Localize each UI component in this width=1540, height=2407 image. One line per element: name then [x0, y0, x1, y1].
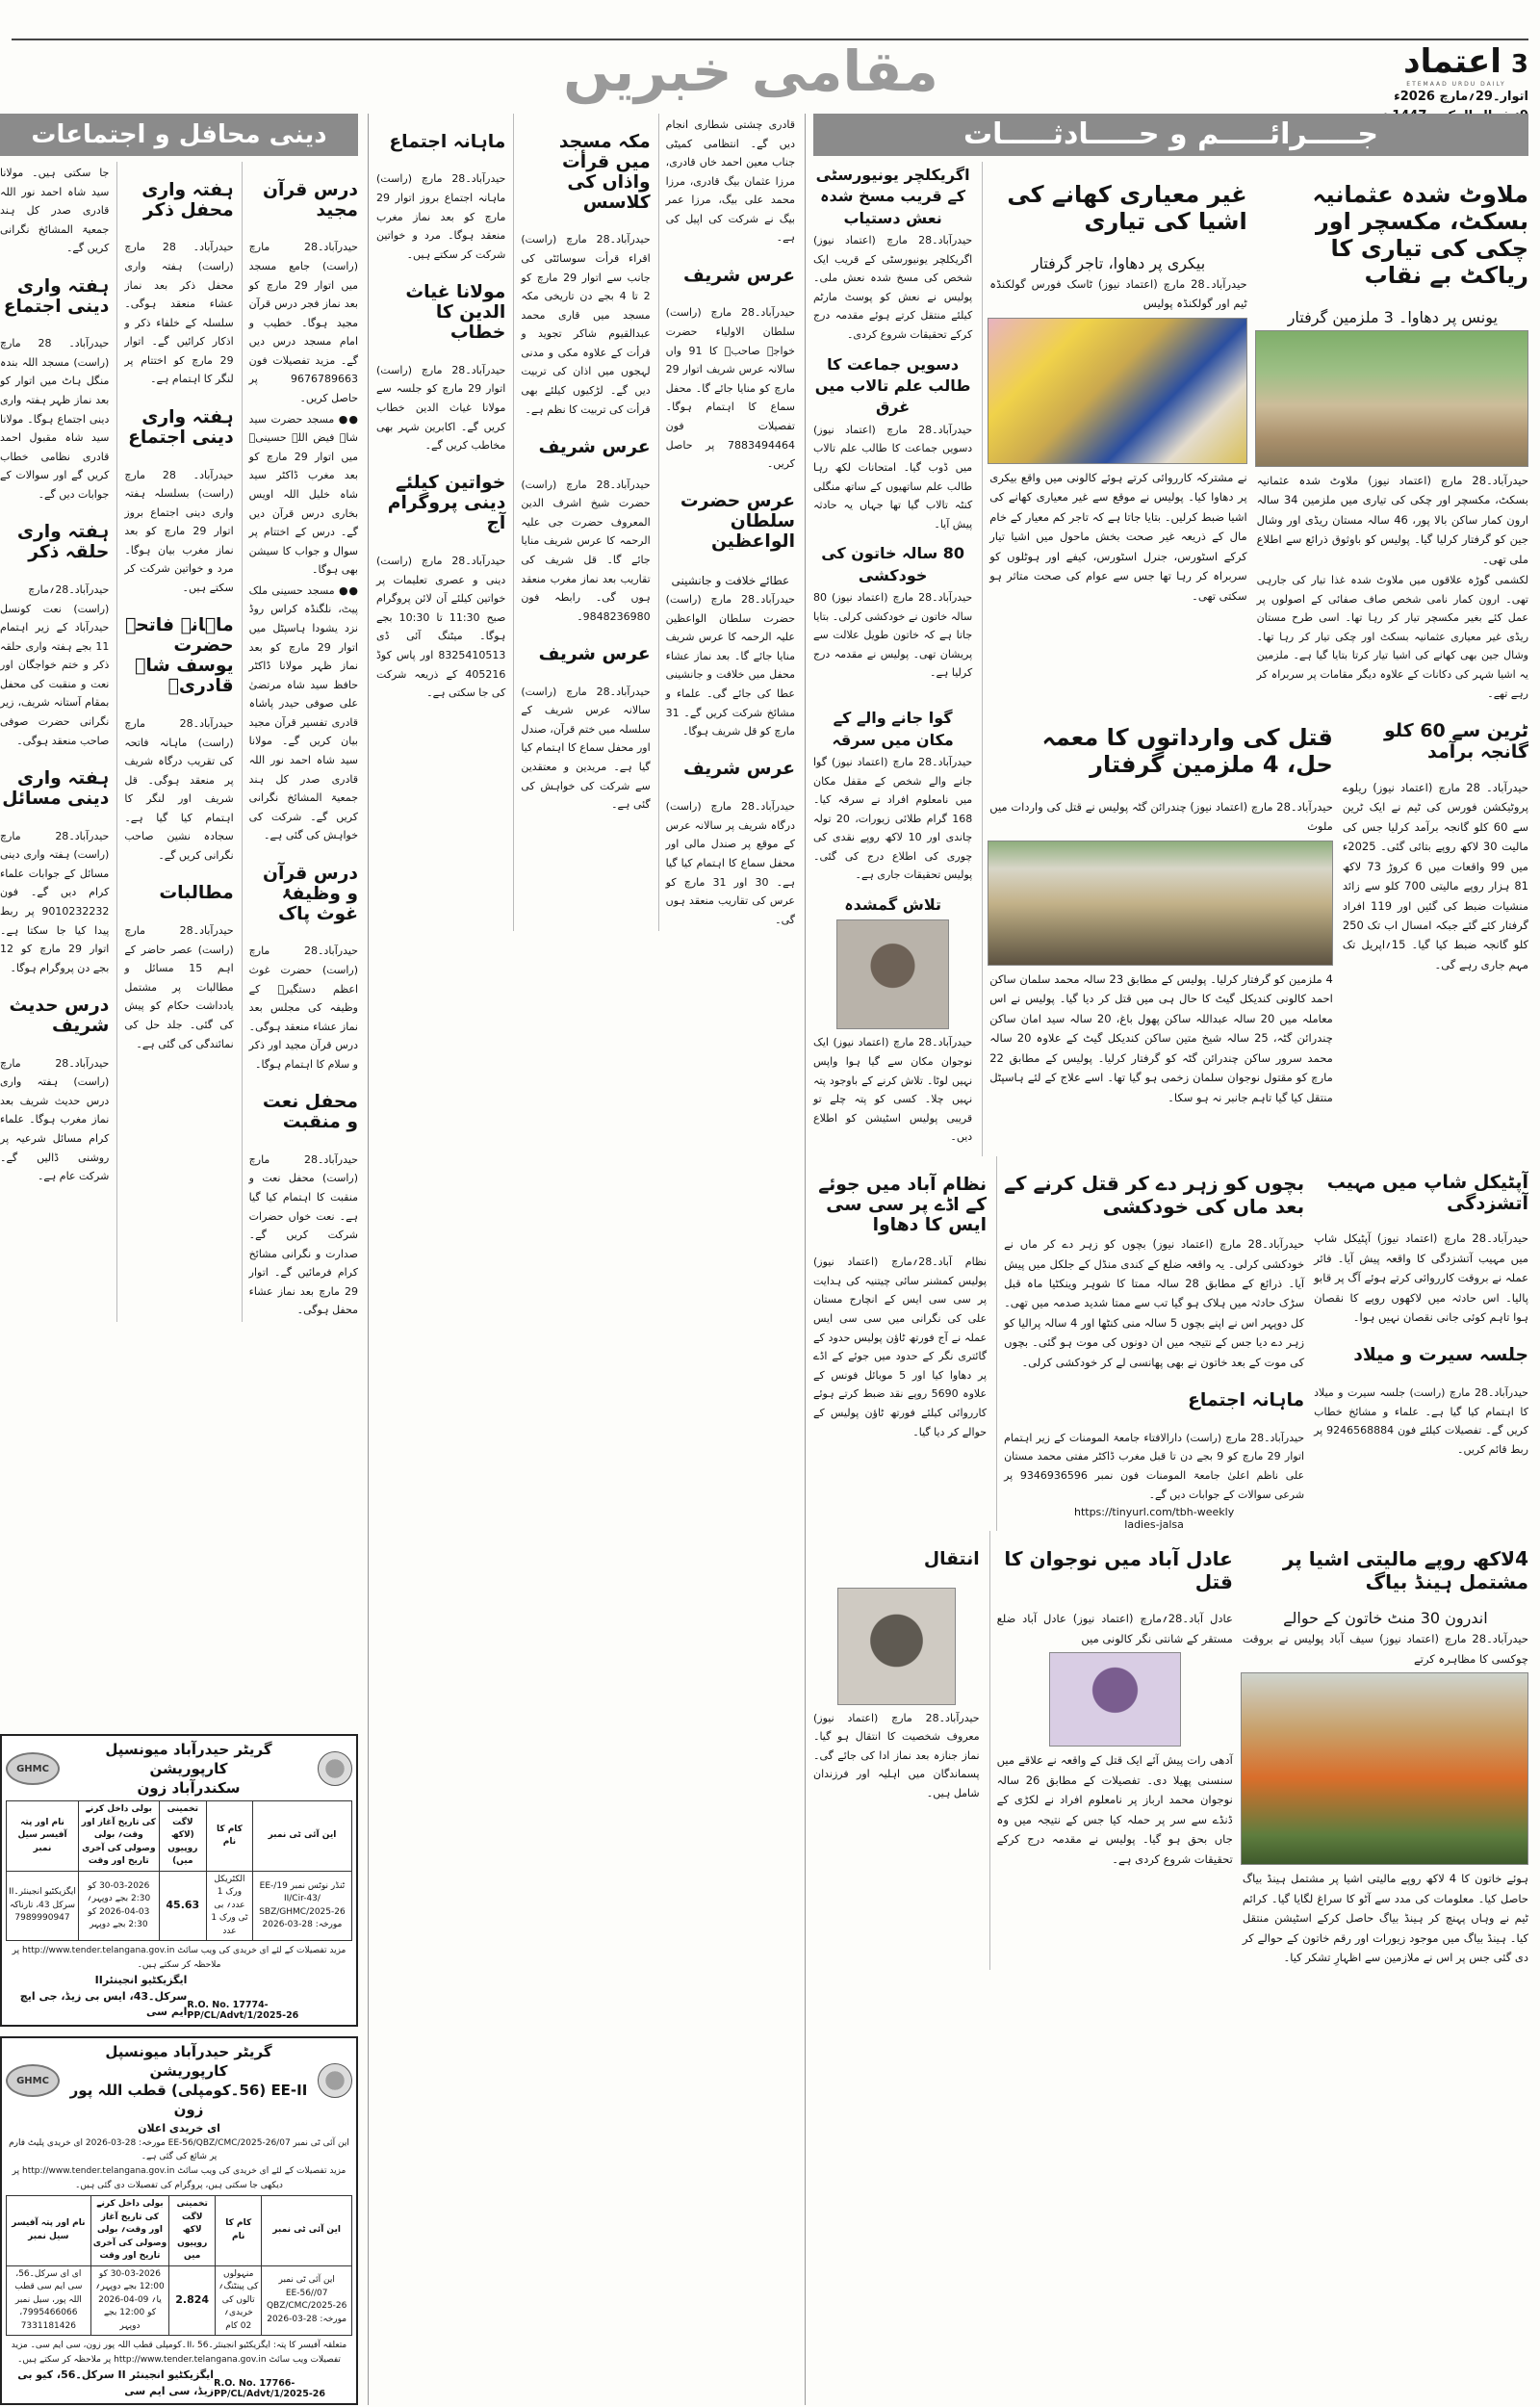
article-body: آدھی رات پیش آئے ایک قتل کے واقعہ نے علاقے میں سنسنی پھیلا دی۔ تفصیلات کے مطابق 26 سالہ نوجوان محمد ارباز پر نامعلوم افراد نے لکڑی کے ڈنڈے سے سر پر حملہ کیا جس کے نتیجہ میں وہ جاں بحق ہو گیا۔ پولیس نے مقدمہ درج کرکے تحقیقات شروع کردی ہے۔ [996, 1753, 1233, 1866]
article-body: نے مشترکہ کارروائی کرتے ہوئے کالونی میں واقع بیکری پر دھاوا کیا۔ پولیس نے موقع سے غیر معیاری کھانے کی اشیا ضبط کرلیں۔ بتایا جاتا ہے کہ تاجر کم معیار کے خام مال کے ذریعہ غیر صحت بخش ماحول میں اشیا تیار کرکے اسٹورس، جنرل اسٹورس، کیفے اور ہوٹلوں کو سربراہ کر رہا تھا جس سے عوام کی صحت متاثر ہو سکتی تھی۔ [989, 470, 1247, 603]
byline: عادل آباد۔28؍مارچ (اعتماد نیوز) عادل آباد ضلع مستقر کے شانتی نگر کالونی میں [996, 1612, 1233, 1645]
article-body: حیدرآباد۔28 مارچ (راست) دینی و عصری تعلیمات پر خواتین کیلئے آن لائن پروگرام صبح 11:30 تا 10:30 بجے ہوگا۔ میٹنگ آئی ڈی 8325410513 اور پاس کوڈ 405216 کے ذریعہ شرکت کی جا سکتی ہے۔ [376, 555, 506, 700]
article-body: حیدرآباد۔28 مارچ (اعتماد نیوز) ملاوٹ شدہ عثمانیہ بسکٹ، مکسچر اور چکی کی تیاری میں ملزمین 34 سالہ ارون کمار ساکن بالا پور، 46 سالہ مستان ریڈی اور وشال جین کو گرفتار کرلیا گیا۔ پولیس کو باوثوق ذرائع سے اطلاع ملی تھی۔ [1256, 473, 1528, 566]
article-mother-poisoning [996, 1156, 1304, 1531]
table-row [7, 1871, 352, 1941]
col-header: نام اور پتہ آفیسر سیل نمبر [7, 2196, 91, 2266]
article-body: حیدرآباد۔28 مارچ (راست) درگاہ شریف پر سالانہ عرس کے موقع پر صندل مالی اور محفل سماع کا اہتمام کیا گیا ہے۔ 30 اور 31 مارچ کو عرس کی تقاریب منعقد ہوں گی۔ [665, 800, 795, 926]
article-body: حیدرآباد۔28 مارچ (اعتماد نیوز) 80 سالہ خاتون نے خودکشی کرلی۔ بتایا جاتا ہے کہ خاتون طویل علالت سے پریشان تھی۔ پولیس نے مقدمہ درج کرلیا ہے۔ [813, 591, 973, 680]
victim-portrait-photo [1049, 1652, 1181, 1747]
religious-column-center [116, 162, 233, 1322]
headline: انتقال [923, 1548, 980, 1569]
headline: خواتین کیلئے دینی پروگرام آج [387, 473, 506, 534]
headline: درس قرآن و وظیفۂ غوث پاک [263, 863, 358, 924]
article-house-theft [813, 708, 972, 885]
officer-contact: ایگزیکٹیو انجینئر۔II سرکل 43، تارناکہ 7989990947 [7, 1871, 79, 1941]
subheadline: بیکری پر دھاوا، تاجر گرفتار [1031, 253, 1206, 272]
article-body: حیدرآباد۔28 مارچ (راست) حضرت سلطان الواعظین علیہ الرحمہ کا عرس شریف منایا جائے گا۔ بعد نماز عشاء محفل میں خلافت و جانشینی عطا کی جائے گی۔ علماء و مشائخ شرکت کریں گے۔ 31 مارچ کو قل شریف ہوگا۔ [665, 593, 795, 738]
page-title: مقامی خبریں [563, 39, 938, 104]
headline: تلاش گمشدہ [844, 895, 941, 915]
article-body: حیدرآباد۔ 28 مارچ (راست) ہفتہ واری محفل ذکر بعد نماز عشاء منعقد ہوگی۔ سلسلہ کے خلفاء ذکر و اذکار کرائیں گے۔ اتوار 29 مارچ کو اختتام پر لنگر کا اہتمام ہے۔ [124, 241, 234, 386]
work-name: منہولوں کی پینٹنگ؍ تالوں کی خریدی؍ 02 کام [216, 2265, 262, 2336]
ad-org: گریٹر حیدرآباد میونسپل کارپوریشن [105, 2042, 272, 2080]
article-mutilated-body [813, 165, 972, 345]
ghmc-tender-ad-2 [0, 2036, 358, 2405]
article-body: حیدرآباد۔ 28 مارچ (اعتماد نیوز) ریلوے پروٹیکشن فورس کی ٹیم نے ایک ٹرین سے 60 کلو گانجہ برآمد کرلیا جس کی مالیت 30 لاکھ روپے بتائی گئی۔ 2025ء میں 99 واقعات میں 6 کروڑ 73 لاکھ 81 ہزار روپے مالیتی 700 کلو سے زائد منشیات ضبط کی گئیں اور 119 افراد گرفتار کئے گئے جبکہ امسال اب تک 250 کلو گانجہ ضبط کیا گیا۔ 15؍اپریل تک مہم جاری رہے گی۔ [1342, 780, 1528, 971]
article-body: 4 ملزمین کو گرفتار کرلیا۔ پولیس کے مطابق 23 سالہ محمد سلمان ساکن احمد کالونی کندیکل گیٹ کا حال ہی میں قتل کر دیا گیا۔ پولیس نے اس معاملہ میں 20 سالہ عبداللہ ساکن پھول باغ، 20 سالہ سید امان ساکن چندرائن گٹہ، 25 سالہ شیخ متین ساکن کندیکل گیٹ کے علاوہ 20 سالہ محمد سرور ساکن چندرائن گٹہ کو گرفتار کرلیا۔ پولیس کے مطابق 22 مارچ کو مقتول نوجوان سلمان زخمی ہو گیا تھا۔ اسے علاج کے لئے ہاسپٹل منتقل کیا گیا تاہم جانبر نہ ہو سکا۔ [989, 971, 1333, 1104]
ad-org: گریٹر حیدرآباد میونسپل کارپوریشن [105, 1740, 272, 1777]
nit-number: ٹنڈر نوٹس نمبر 19/EE-II/Cir-43/ SBZ/GHMC/2025-26 مورخہ: 28-03-2026 [252, 1871, 351, 1941]
ad-intro: مزید تفصیلات کے لئے ای خریدی کی ویب سائٹ http://www.tender.telangana.gov.in پر دیکھی جا سکتی ہیں، پروگرام کی تفصیلات دی گئی ہیں۔ [12, 2166, 346, 2190]
article-nizamabad-raid [813, 1156, 987, 1531]
crime-section [805, 114, 1528, 2405]
headline: درس حدیث شریف [9, 995, 110, 1036]
col-header: تخمینی لاگت (لاکھ روپیوں میں) [159, 1801, 206, 1872]
article-body: حیدرآباد۔28 مارچ (راست) محفل نعت و منقبت کا اہتمام کیا گیا ہے۔ نعت خواں حضرات شرکت کریں گے۔ صدارت و نگرانی مشائخ کرام فرمائیں گے۔ اتوار 29 مارچ بعد نماز عشاء محفل ہوگی۔ [248, 1152, 358, 1317]
tender-table [6, 2195, 352, 2336]
headline: گوا جانے والے کے مکان میں سرقہ [832, 709, 954, 749]
ro-number: R.O. No. 17774-PP/CL/Advt/1/2025-26 [187, 1999, 299, 2021]
article-body: حیدرآباد۔ 28 مارچ (راست) مسجد اللہ بندہ منگل ہاٹ میں اتوار کو بعد نماز ظہر ہفتہ واری دینی اجتماع ہوگا۔ مولانا سید شاہ مقبول احمد قادری نظامی خطاب کریں گے اور سوالات کے جوابات دیں گے۔ [0, 337, 110, 501]
date-gregorian: اتوار۔29؍مارچ 2026ء [1394, 90, 1528, 104]
continuation-text: جا سکتی ہیں۔ مولانا سید شاہ احمد نور اللہ قادری صدر کل ہند جمعیۃ المشائخ نگرانی کریں گے۔ [0, 167, 110, 255]
municipal-seal-icon [318, 2063, 352, 2098]
article-substandard-food [982, 162, 1246, 705]
raid-scene-photo [1255, 330, 1528, 467]
col-header: نام اور پتہ آفیسر سیل نمبر [7, 1801, 79, 1872]
col-header: کام کا نام [206, 1801, 252, 1872]
headline: ماہانہ اجتماع [1188, 1390, 1305, 1411]
article-body: حیدرآباد۔28 مارچ (راست) حضرت شیخ اشرف الدین المعروف حضرت جی علیہ الرحمہ کا عرس شریف منایا جائے گا۔ قل شریف کی تقاریب بعد نماز مغرب منعقد ہوں گی۔ رابطہ فون 9848236980۔ [521, 478, 651, 623]
headline: عرس شریف [682, 759, 795, 780]
meeting-url: https://tinyurl.com/tbh-weekly [1073, 1506, 1235, 1519]
subheadline: عطائے خلافت و جانشینی [671, 574, 790, 588]
article-ganja-train [1343, 705, 1528, 1156]
article-body: حیدرآباد۔28 مارچ (راست) اقراء قرأت سوسائٹی کی جانب سے اتوار 29 مارچ کو 2 تا 4 بجے دن تاریخی مکہ مسجد میں قاری محمد عبدالقیوم شاکر تجوید و قرأت کے علاوہ مکی و مدنی لہجوں میں اذان کی تربیت دیں گے۔ لڑکیوں کیلئے بھی قرأت کی تربیت کا نظم ہے۔ [521, 233, 651, 416]
headline: قتل کی وارداتوں کا معمہ حل، 4 ملزمین گرفتار [1041, 724, 1333, 779]
ad-zone: EE-II (56۔کومپلی) قطب اللہ پور زون [69, 2082, 308, 2119]
ghmc-logo-icon: GHMC [6, 2064, 60, 2097]
headline: محفل نعت و منقبت [262, 1092, 358, 1133]
middle-column-left [376, 114, 505, 931]
headline: ہفتہ واری دینی اجتماع [3, 275, 110, 317]
headline: ٹرین سے 60 کلو گانجہ برآمد [1383, 719, 1528, 763]
col-header: این آئی ٹی نمبر [252, 1801, 351, 1872]
article-body: حیدرآباد۔28 مارچ (راست) جلسہ سیرت و میلاد کا اہتمام کیا گیا ہے۔ علماء و مشائخ خطاب کریں گے۔ تفصیلات کیلئے فون 9246568884 پر ربط قائم کریں۔ [1314, 1386, 1528, 1456]
article-body: حیدرآباد۔28 مارچ (راست) عصر حاضر کے اہم 15 مسائل و مطالبات پر مشتمل یادداشت حکام کو پیش کی گئی۔ جلد حل کی نمائندگی کی گئی ہے۔ [124, 924, 234, 1050]
headline: اگریکلچر یونیورسٹی کے قریب مسخ شدہ نعش دستیاب [815, 166, 970, 227]
headline: ملاوٹ شدہ عثمانیہ بسکٹ، مکسچر اور چکی کی تیاری کا ریاکٹ بے نقاب [1312, 180, 1528, 289]
signatory-circle: سرکل۔43، ایس بی زیڈ، جی ایچ ایم سی [19, 1989, 188, 2019]
article-body: حیدرآباد۔28 مارچ (اعتماد نیوز) گوا جانے والے شخص کے مقفل مکان میں نامعلوم افراد نے سرقہ کیا۔ 168 گرام طلائی زیورات، 20 تولہ چاندی اور 10 لاکھ روپے نقدی کی چوری کی اطلاع درج کی گئی۔ پولیس تحقیقات جاری ہے۔ [813, 755, 973, 882]
bullet-item: ●● مسجد حضرت سید شاہ فیض اللہ حسینیؒ میں اتوار 29 مارچ کو بعد مغرب ڈاکٹر سید شاہ خلیل اللہ اویس بخاری درس قرآن دیں گے۔ درس کے اختتام پر سوال و جواب کا سیشن بھی ہوگا۔ [248, 412, 358, 577]
middle-column-center [513, 114, 650, 931]
tender-website-note: مزید تفصیلات کے لئے ای خریدی کی ویب سائٹ http://www.tender.telangana.gov.in پر ملاحظہ کر سکتے ہیں۔ [12, 1946, 346, 1970]
article-body: حیدرآباد۔28 مارچ (راست) دارالافتاء جامعۃ المومنات کے زیر اہتمام اتوار 29 مارچ کو 9 بجے دن تا قبل مغرب ڈاکٹر مفتی محمد مستان علی ناظم اعلیٰ جامعۃ المومنات فون نمبر 9346936596 پر شرعی سوالات کے جوابات دیں گے۔ [1004, 1431, 1305, 1501]
article-adilabad-murder [989, 1531, 1233, 1969]
nit-number: این آئی ٹی نمبر 07/EE-56/ QBZ/CMC/2025-26 مورخہ: 28-03-2026 [262, 2265, 352, 2336]
byline: حیدرآباد۔28 مارچ (اعتماد نیوز) سیف آباد پولیس نے بروقت چوکسی کا مظاہرہ کرتے [1242, 1632, 1528, 1666]
article-obituary [813, 1531, 980, 1969]
religious-banner: دینی محافل و اجتماعات [0, 114, 358, 156]
religious-column-right [242, 162, 358, 1322]
article-body: حیدرآباد۔28 مارچ (راست) حضرت غوث اعظم دستگیرؒ کے وظیفہ کی مجلس بعد نماز عشاء منعقد ہوگی۔ درس قرآن مجید اور ذکر و سلام کا اہتمام ہوگا۔ [248, 945, 358, 1071]
col-header: کام کا نام [216, 2196, 262, 2266]
article-body: حیدرآباد۔28 مارچ (راست) سالانہ عرس شریف کے سلسلہ میں ختم قرآن، صندل اور محفل سماع کا اہتمام کیا گیا ہے۔ مریدین و معتقدین سے شرکت کی خواہش کی گئی ہے۔ [521, 685, 651, 812]
signatory: ایگزیکٹیو انجینئر II سرکل۔56، کیو بی زیڈ، سی ایم سی [17, 2368, 215, 2397]
brand-block [1240, 40, 1528, 125]
article-optical-shop-fire [1314, 1156, 1528, 1531]
officer-contact: ای ای سرکل۔56، سی ایم سی قطب اللہ پور، سیل نمبر 7995466066، 7331181426 [7, 2265, 91, 2336]
headline: مولانا غیاث الدین کا خطاب [405, 282, 506, 344]
estimated-cost: 2.824 [169, 2265, 216, 2336]
ghmc-tender-ad-1 [0, 1734, 358, 2027]
headline: نظام آباد میں جوئے کے اڈے پر سی سی ایس کا دھاوا [818, 1174, 988, 1235]
headline: مکہ مسجد میں قرأت واذاں کی کلاسس [558, 131, 651, 213]
headline: عرس حضرت سلطان الواعظین [680, 491, 795, 553]
masthead [12, 39, 1528, 110]
handbag-handover-photo [1241, 1672, 1528, 1865]
headline: جلسہ سیرت و میلاد [1353, 1345, 1528, 1366]
headline: بچوں کو زہر دے کر قتل کرنے کے بعد ماں کی خودکشی [1004, 1172, 1305, 1219]
ad-intro: این آئی ٹی نمبر 07/EE-56/QBZ/CMC/2025-26 مورخہ: 28-03-2026 ای خریدی پلیٹ فارم پر شائع کی گئی ہے۔ [9, 2137, 349, 2162]
headline: آپٹیکل شاپ میں مہیب آتشزدگی [1326, 1171, 1528, 1214]
ghmc-logo-icon: GHMC [6, 1752, 60, 1785]
article-body: حیدرآباد۔28 مارچ (راست) سلطان الاولیاء حضرت خواجہ صاحبؒ کا 91 واں سالانہ عرس شریف اتوار 29 مارچ کو منایا جائے گا۔ محفل سماع کا اہتمام ہوگا۔ تفصیلات فون 7883494464 پر حاصل کریں۔ [665, 306, 795, 471]
byline: حیدرآباد۔28 مارچ (اعتماد نیوز) چندرائن گٹہ پولیس نے قتل کی واردات میں ملوث [989, 800, 1333, 834]
article-body: حیدرآباد۔28 مارچ (اعتماد نیوز) معروف شخصیت کا انتقال ہو گیا۔ نماز جنازہ بعد نماز ادا کی جائے گی۔ پسماندگان میں اہلیہ اور فرزندان شامل ہیں۔ [813, 1711, 980, 1799]
deceased-portrait-photo [837, 1588, 956, 1705]
page-body [0, 114, 1528, 2405]
seized-food-photo [988, 318, 1246, 464]
article-woman-suicide-80 [813, 543, 972, 683]
headline: عرس شریف [538, 436, 651, 457]
crime-banner: جـــــرائـــــم و حـــــادثـــــات [813, 114, 1528, 156]
col-header: تخمینی لاگت لاکھ روپیوں میں [169, 2196, 216, 2266]
arrested-suspects-photo [988, 841, 1333, 966]
estimated-cost: 45.63 [159, 1871, 206, 1941]
subheadline: یونس پر دھاوا۔ 3 ملزمین گرفتار [1287, 307, 1498, 326]
headline: عرس شریف [682, 265, 795, 286]
article-body: حیدرآباد۔28 مارچ (اعتماد نیوز) دسویں جماعت کا طالب علم تالاب میں ڈوب گیا۔ امتحانات لکھ رہا طالب علم ساتھیوں کے ساتھ منگلی کنٹہ تالاب گیا تھا جہاں یہ حادثہ پیش آیا۔ [813, 423, 973, 531]
article-body: لکشمی گوڑہ علاقوں میں ملاوٹ شدہ غذا تیار کی جارہی تھی۔ ارون کمار نامی شخص صاف صفائی کے اصولوں پر عمل کئے بغیر مکسچر تیار کر رہا تھا۔ اسی طرح مستان ریڈی غیر معیاری عثمانیہ بسکٹ اور چکی تیار کر رہا تھا۔ وشال جین بھی کھانے کی اشیا تیار کرتا بتایا گیا ہے۔ ملزمین یہ اشیا شہر کی دکانات کے علاوہ دیگر مقامات پر سربراہ کر رہے تھے۔ [1256, 574, 1528, 700]
headline: ماہانہ اجتماع [389, 131, 506, 152]
subheadline: اندرون 30 منٹ خاتون کے حوالے [1283, 1609, 1488, 1628]
headline: دسویں جماعت کا طالب علم تالاب میں غرق [814, 354, 971, 417]
article-handbag-returned [1243, 1531, 1528, 1969]
bid-dates: 30-03-2026 کو 2:30 بجے دوپہر؍ 03-04-2026 کو 2:30 بجے دوپہر [79, 1871, 160, 1941]
signatory: ایگزیکٹیو انجینئرII [94, 1974, 188, 1987]
middle-column-right [658, 114, 795, 931]
logo-subtitle: ETEMAAD URDU DAILY [1406, 81, 1506, 88]
headline: درس قرآن مجید [263, 179, 358, 220]
crime-side-column [813, 162, 972, 705]
byline: حیدرآباد۔28 مارچ (اعتماد نیوز) ٹاسک فورس گولکنڈہ ٹیم اور گولکنڈہ پولیس [989, 276, 1247, 311]
ad-zone: سکندرآباد زون [137, 1779, 241, 1798]
article-adulterated-biscuits [1257, 162, 1528, 705]
newspaper-logo: اعتماد [1403, 42, 1502, 81]
article-body: حیدرآباد۔28 مارچ (اعتماد نیوز) ایک نوجوان مکان سے گیا ہوا واپس نہیں لوٹا۔ تلاش کرنے کے باوجود پتہ نہیں چلا۔ کسی کو پتہ چلے تو قریبی پولیس اسٹیشن کو اطلاع دیں۔ [813, 1036, 973, 1144]
headline: عادل آباد میں نوجوان کا قتل [1004, 1546, 1233, 1593]
work-name: الکٹریکل ورک 1 عدد؍ بی ٹی ورک 1 عدد [206, 1871, 252, 1941]
article-body: نظام آباد۔28؍مارچ (اعتماد نیوز) پولیس کمشنر سائی چیتنیہ کی ہدایت پر سی سی ایس کے انچارج مستان علی کی نگرانی میں سی سی ایس عملہ نے آج فورتھ ٹاؤن پولیس حدود کے گائتری نگر کے حدود میں جوئے کے اڈے پر دھاوا کیا اور 5 موبائل فونس کے علاوہ 5690 روپے نقد ضبط کرتے ہوئے کارروائی کیلئے فورتھ ٹاؤن پولیس کے حوالے کر دیا گیا۔ [813, 1255, 988, 1438]
headline: مطالبات [159, 883, 234, 904]
article-missing-person [813, 894, 972, 1147]
ad-subtitle: ای خریدی اعلان [138, 2121, 220, 2135]
religious-section [0, 114, 358, 2405]
religious-column-left [0, 162, 109, 1322]
article-body: حیدرآباد۔28 مارچ (راست) اتوار 29 مارچ کو جلسہ سے مولانا غیاث الدین خطاب کریں گے۔ اکابرین شہر بھی مخاطب کریں گے۔ [376, 363, 506, 453]
headline: ہفتہ واری دینی مسائل [2, 767, 110, 809]
table-row [7, 2265, 352, 2336]
tender-table [6, 1800, 352, 1941]
headline: 80 سالہ خاتون کی خودکشی [821, 544, 965, 584]
headline: 4لاکھ روپے مالیتی اشیا پر مشتمل ہینڈ بیاگ [1282, 1546, 1528, 1593]
article-body: حیدرآباد۔28 مارچ (اعتماد نیوز) بچوں کو زہر دے کر ماں نے خودکشی کرلی۔ یہ واقعہ ضلع کے کندی منڈل کے جلکل میں پیش آیا۔ ذرائع کے مطابق 28 سالہ ممتا کا شوہر وینکٹیا ماہ قبل سڑک حادثہ میں ہلاک ہو گیا تب سے ممتا شدید صدمہ میں تھی۔ کل دوپہر اس نے اپنے بچوں 5 سالہ منی کنٹھا اور 4 سالہ پرالیا کو زہر دے دیا جس کے نتیجہ میں ان دونوں کی موت ہو گئی۔ بچوں کی موت کے بعد خاتون نے بھی پھانسی لے کر خودکشی کرلی۔ [1004, 1237, 1305, 1369]
col-header: بولی داخل کرنے کی تاریخ آغاز اور وقت؍ بولی وصولی کی آخری تاریخ اور وقت [90, 2196, 169, 2266]
crime-side-column-2 [813, 705, 972, 1156]
article-body: حیدرآباد۔28 مارچ (اعتماد نیوز) آپٹیکل شاپ میں مہیب آتشزدگی کا واقعہ پیش آیا۔ فائر عملہ نے بروقت کارروائی کرتے ہوئے آگ پر قابو پالیا۔ اس حادثہ میں لاکھوں روپے کا نقصان ہوا تاہم کوئی جانی نقصان نہیں ہوا۔ [1314, 1231, 1528, 1325]
article-body: حیدرآباد۔28 مارچ (راست) جامع مسجد میں اتوار 29 مارچ کو بعد نماز فجر درس قرآن مجید ہوگا۔ خطیب و امام مسجد درس دیں گے۔ مزید تفصیلات فون 9676789663 پر حاصل کریں۔ [248, 241, 358, 405]
headline: ہفتہ واری محفل ذکر [141, 179, 234, 220]
continuation-text: قادری چشتی شطاری انجام دیں گے۔ انتظامی کمیٹی جناب معین احمد خاں قادری، مرزا عثمان بیگ قادری، مرزا محمد علی بیگ، مرزا عمر بیگ نے شرکت کی اپیل کی ہے۔ [665, 118, 795, 245]
municipal-seal-icon [318, 1751, 352, 1786]
headline: غیر معیاری کھانے کی اشیا کی تیاری [1007, 180, 1247, 235]
article-student-drowned [813, 354, 972, 534]
col-header: بولی داخل کرنے کی تاریخ آغاز اور وقت؍ بولی وصولی کی آخری تاریخ اور وقت [79, 1801, 160, 1872]
headline: عرس شریف [538, 644, 651, 664]
page-number: 3 [1510, 50, 1528, 79]
headline: ہفتہ واری حلقہ ذکر [16, 522, 110, 563]
article-body: حیدرآباد۔28 مارچ (راست) ماہانہ فاتحہ کی تقریب درگاہ شریف پر منعقد ہوگی۔ قل شریف اور لنگر کا اہتمام کیا گیا ہے۔ سجادہ نشین صاحب نگرانی کریں گے۔ [124, 716, 234, 863]
article-body: ہوئے خاتون کا 4 لاکھ روپے مالیتی اشیا پر مشتمل ہینڈ بیاگ حاصل کیا۔ معلومات کی مدد سے آٹو کا سراغ لگایا گیا۔ کرائم ٹیم نے وہاں پہنچ کر ہینڈ بیاگ حاصل کرکے اسٹیشن منتقل کیا۔ ہینڈ بیاگ میں موجود زیورات اور رقم خاتون کے حوالے کر دی گئی جس پر اس نے ملازمین سے اظہارِ تشکر کیا۔ [1242, 1872, 1528, 1965]
article-body: حیدرآباد۔28 مارچ (اعتماد نیوز) اگریکلچر یونیورسٹی کے قریب ایک شخص کی مسخ شدہ نعش ملی۔ پولیس نے نعش کو پوسٹ مارٹم کیلئے منتقل کرتے ہوئے مقدمہ درج کرکے تحقیقات شروع کردی۔ [813, 234, 973, 342]
headline: ماہانہ فاتحہ حضرت یوسف شاہ قادریؒ [125, 615, 234, 697]
article-body: حیدرآباد۔28 مارچ (راست) ہفتہ واری دینی مسائل کے جوابات علماء کرام دیں گے۔ فون 9010232232 پر ربط پیدا کیا جا سکتا ہے۔ اتوار 29 مارچ کو 12 بجے دن پروگرام ہوگا۔ [0, 829, 110, 974]
bid-dates: 30-03-2026 کو 12:00 بجے دوپہر؍ یا؍ 09-04-2026 کو 12:00 بجے دوپہر [90, 2265, 169, 2336]
article-body: حیدرآباد۔ 28 مارچ (راست) بسلسلہ ہفتہ واری دینی اجتماع بروز اتوار 29 مارچ کو بعد نماز مغرب بیان ہوگا۔ مرد و خواتین شرکت کر سکتے ہیں۔ [124, 468, 234, 594]
tender-website-note: متعلقہ آفیسر کا پتہ: ایگزیکٹیو انجینئر۔II، 56۔کومپلی قطب اللہ پور زون، سی ایم سی۔ مزید تفصیلات ویب سائٹ http://www.tender.telangana.gov.in پر ملاحظہ کر سکتے ہیں۔ [11, 2341, 347, 2365]
article-body: حیدرآباد۔28 مارچ (راست) ماہانہ اجتماع بروز اتوار 29 مارچ کو بعد نماز مغرب منعقد ہوگا۔ مرد و خواتین شرکت کر سکتے ہیں۔ [376, 172, 506, 261]
article-body: حیدرآباد۔28؍مارچ (راست) نعت کونسل حیدرآباد کے زیر اہتمام 11 بجے ہفتہ واری حلقہ ذکر و ختم خواجگان اور نعت و منقبت کی محفل بمقام آستانہ شریف، زیر نگرانی حضرت صوفی صاحب منعقد ہوگی۔ [0, 582, 110, 747]
headline: ہفتہ واری دینی اجتماع [128, 406, 234, 448]
col-header: این آئی ٹی نمبر [262, 2196, 352, 2266]
ro-number: R.O. No. 17766-PP/CL/Advt/1/2025-26 [214, 2378, 326, 2399]
missing-person-photo [836, 919, 950, 1029]
tender-ads [0, 1724, 358, 2405]
local-news-columns [368, 114, 795, 2405]
meeting-url-2: ladies-jalsa [1124, 1518, 1184, 1532]
article-body: حیدرآباد۔28 مارچ (راست) ہفتہ واری درس حدیث شریف بعد نماز مغرب ہوگا۔ علماء کرام مسائل شرعیہ پر روشنی ڈالیں گے۔ شرکت عام ہے۔ [0, 1056, 110, 1183]
article-murders-solved [982, 705, 1333, 1156]
bullet-item: ●● مسجد حسینی ملک پیٹ، نلگنڈہ کراس روڈ نزد یشودا ہاسپٹل میں اتوار 29 مارچ کو بعد نماز ظہر مولانا ڈاکٹر حافظ سید شاہ مرتضیٰ علی صوفی حیدر پاشاہ قادری تفسیر قرآن مجید بیان کریں گے۔ مولانا سید شاہ احمد نور اللہ قادری صدر کل ہند جمعیۃ المشائخ نگرانی کریں گے۔ شرکت کی خواہش کی گئی ہے۔ [248, 583, 358, 842]
